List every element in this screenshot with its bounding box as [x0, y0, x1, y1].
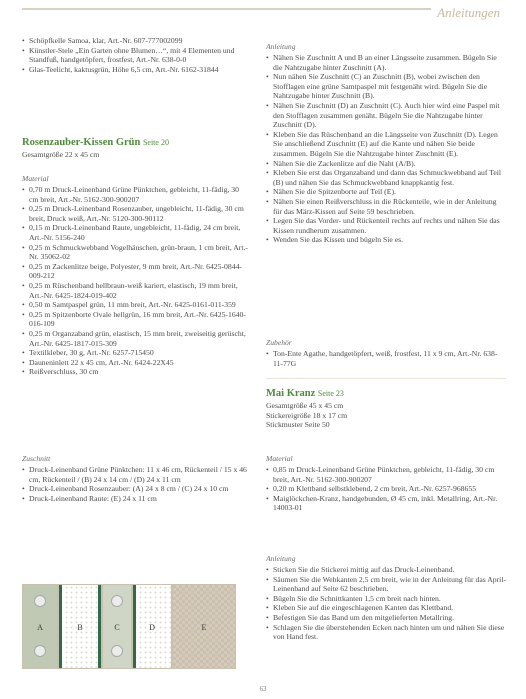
- cutting-diagram: [22, 584, 236, 669]
- list-item: • Nun nähen Sie Zuschnitt (C) an Zuschnitt (B), wobei zwischen den Stofflagen eine grüne Samtpaspel mit festgenäht wird. Bügeln Sie die Nahtzugabe hinter Zuschnitt (B).: [266, 72, 506, 101]
- header-label: Anleitungen: [431, 4, 506, 22]
- intro-list: [22, 36, 250, 74]
- section-title-text: Rosenzauber-Kissen Grün: [22, 137, 141, 148]
- list-item: • Nähen Sie die Zackenlitze auf die Naht (A/B).: [266, 159, 506, 169]
- panel-label: A: [37, 623, 43, 632]
- list-item: • Kleben Sie erst das Organzaband und dann das Schmuckwebband auf Teil (B) und nähen Sie das Schmuckwebband knappkantig fest.: [266, 168, 506, 187]
- anleitung-list: [266, 565, 506, 642]
- zubehoer-list: [266, 349, 506, 368]
- list-item: • Glas-Teelicht, kaktusgrün, Höhe 6,5 cm, Art.-Nr. 6162-31844: [22, 65, 250, 75]
- zubehoer-heading: Zubehör: [266, 338, 292, 347]
- anleitung-heading: Anleitung: [266, 42, 296, 51]
- list-item: • 0,70 m Druck-Leinenband Grüne Pünktchen, gebleicht, 11-fädig, 30 cm breit, Art.-Nr. 5162-300-900207: [22, 185, 250, 204]
- list-item: • Legen Sie das Vorder- und Rückenteil rechts auf rechts und nähen Sie das Kissen rundherum zusammen.: [266, 216, 506, 235]
- panel-b: [58, 584, 102, 669]
- section-divider: [266, 378, 506, 379]
- panel-label: D: [149, 623, 155, 632]
- list-item: • 0,50 m Samtpaspel grün, 11 mm breit, Art.-Nr. 6425-0161-011-359: [22, 300, 250, 310]
- panel-e: [172, 584, 236, 669]
- panel-label: C: [114, 623, 120, 632]
- panel-d: [132, 584, 172, 669]
- rose-motif-icon: [34, 595, 46, 607]
- panel-label: B: [77, 623, 83, 632]
- size-line: Gesamtgröße 22 x 45 cm: [22, 150, 100, 159]
- panel-c: [102, 584, 132, 669]
- list-item: • Kleben Sie das Rüschenband an die Längsseite von Zuschnitt (D). Legen Sie anschließend Zuschnitt (E) auf die Kante und nähen Sie beide zusammen. Bügeln Sie die Nahtzugabe hinter Zuschnitt (E).: [266, 130, 506, 159]
- list-item: • Druck-Leinenband Grüne Pünktchen: 11 x 46 cm, Rückenteil / 15 x 46 cm, Rückenteil / (B) 24 x 14 cm / (D) 24 x 11 cm: [22, 465, 250, 484]
- list-item: • Maiglöckchen-Kranz, handgebunden, Ø 45 cm, inkl. Metallring, Art.-Nr. 14003-01: [266, 494, 506, 513]
- list-item: • 0,25 m Organzaband grün, elastisch, 15 mm breit, zweiseitig gerüscht, Art.-Nr. 6425-1817-015-309: [22, 329, 250, 348]
- rose-motif-icon: [34, 645, 46, 657]
- list-item: • Wenden Sie das Kissen und bügeln Sie es.: [266, 235, 506, 245]
- list-item: • Dauneninlett 22 x 45 cm, Art.-Nr. 6424-22X45: [22, 358, 250, 368]
- list-item: • Nähen Sie einen Reißverschluss in die Rückenteile, wie in der Anleitung für das März-Kissen auf Seite 59 beschrieben.: [266, 197, 506, 216]
- list-item: • Nähen Sie Zuschnitt (D) an Zuschnitt (C). Auch hier wird eine Paspel mit den Stofflagen zusammen genäht. Bügeln Sie die Nahtzugabe hinter Zuschnitt (D).: [266, 101, 506, 130]
- rose-motif-icon: [111, 595, 123, 607]
- list-item: • Kleben Sie auf die eingeschlagenen Kanten das Klettband.: [266, 603, 506, 613]
- panel-a: [22, 584, 58, 669]
- section-page-ref: Seite 20: [142, 138, 169, 147]
- panel-label: E: [201, 623, 207, 632]
- section-title-mai-kranz: [266, 387, 506, 400]
- list-item: • Sticken Sie die Stickerei mittig auf das Druck-Leinenband.: [266, 565, 506, 575]
- list-item: • Nähen Sie Zuschnitt A und B an einer Längsseite zusammen. Bügeln Sie die Nahtzugabe hinter Zuschnitt (A).: [266, 53, 506, 72]
- list-item: • 0,25 m Spitzenborte Ovale hellgrün, 16 mm breit, Art.-Nr. 6425-1640-016-109: [22, 310, 250, 329]
- zuschnitt-heading: Zuschnitt: [22, 454, 51, 463]
- list-item: • Druck-Leinenband Rosenzauber: (A) 24 x 8 cm / (C) 24 x 10 cm: [22, 484, 250, 494]
- list-item: • 0,25 m Schmuckwebband Vogelhäuschen, grün-braun, 1 cm breit, Art.-Nr. 35062-02: [22, 243, 250, 262]
- size-line: Stickmuster Seite 50: [266, 420, 330, 430]
- list-item: • 0,85 m Druck-Leinenband Grüne Pünktchen, gebleicht, 11-fädig, 30 cm breit, Art.-Nr. 5162-300-900207: [266, 465, 506, 484]
- list-item: • Künstler-Stele „Ein Garten ohne Blumen…“, mit 4 Elementen und Standfuß, handgetöpfert, frostfest, Art.-Nr. 638-0-0: [22, 46, 250, 65]
- list-item: • Säumen Sie die Webkanten 2,5 cm breit, wie in der Anleitung für das April-Leinenband auf Seite 62 beschrieben.: [266, 575, 506, 594]
- section-page-ref: Seite 23: [317, 389, 344, 398]
- list-item: • Befestigen Sie das Band um den mitgelieferten Metallring.: [266, 613, 506, 623]
- material-heading: Material: [266, 454, 293, 463]
- size-lines: [266, 401, 506, 430]
- size-line: Stickereigröße 18 x 17 cm: [266, 410, 348, 420]
- list-item: • Schlagen Sie die überstehenden Ecken nach hinten um und nähen Sie diese von Hand fest.: [266, 623, 506, 642]
- section-title-rosenzauber: [22, 136, 250, 149]
- list-item: • 0,20 m Klettband selbstklebend, 2 cm breit, Art.-Nr. 6257-968655: [266, 484, 506, 494]
- material-list: [266, 465, 506, 513]
- page-number: 63: [259, 685, 267, 693]
- list-item: • 0,15 m Druck-Leinenband Raute, ungebleicht, 11-fädig, 24 cm breit, Art.-Nr. 5156-240: [22, 223, 250, 242]
- rose-motif-icon: [111, 645, 123, 657]
- material-list: [22, 185, 250, 377]
- list-item: • 0,25 m Druck-Leinenband Rosenzauber, ungebleicht, 11-fädig, 30 cm breit, Druck weiß, Art.-Nr. 5120-300-90112: [22, 204, 250, 223]
- list-item: • Nähen Sie die Spitzenborte auf Teil (E).: [266, 187, 506, 197]
- list-item: • Ton-Ente Agathe, handgetöpfert, weiß, frostfest, 11 x 9 cm, Art.-Nr. 638-11-77G: [266, 349, 506, 368]
- section-title-text: Mai Kranz: [266, 388, 316, 399]
- zuschnitt-list: [22, 465, 250, 503]
- list-item: • 0,25 m Rüschenband hellbraun-weiß kariert, elastisch, 19 mm breit, Art.-Nr. 6425-1824-019-402: [22, 281, 250, 300]
- list-item: • Bügeln Sie die Schnittkanten 1,5 cm breit nach hinten.: [266, 594, 506, 604]
- size-line: Gesamtgröße 45 x 45 cm: [266, 401, 344, 410]
- list-item: • Textilkleber, 30 g, Art.-Nr. 6257-715450: [22, 348, 250, 358]
- material-heading: Material: [22, 174, 49, 183]
- list-item: • 0,25 m Zackenlitze beige, Polyester, 9 mm breit, Art.-Nr. 6425-0844-009-212: [22, 262, 250, 281]
- anleitung-list: [266, 53, 506, 245]
- list-item: • Schöpfkelle Samoa, klar, Art.-Nr. 607-777002099: [22, 36, 250, 46]
- list-item: • Reißverschluss, 30 cm: [22, 367, 250, 377]
- list-item: • Druck-Leinenband Raute: (E) 24 x 11 cm: [22, 494, 250, 504]
- anleitung-heading: Anleitung: [266, 554, 296, 563]
